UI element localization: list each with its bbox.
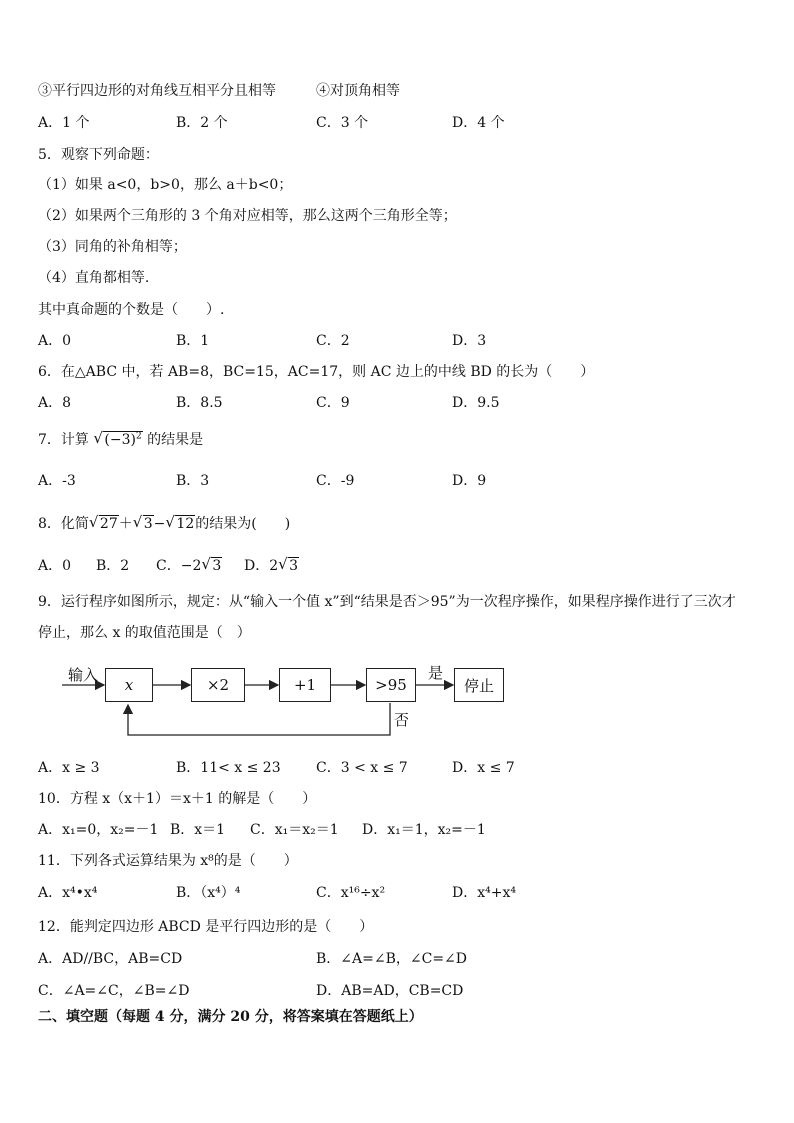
statement-4: ④对顶角相等: [316, 83, 400, 99]
q5-proposition-3: （3）同角的补角相等；: [38, 239, 187, 255]
flow-input-label: 输入: [68, 666, 99, 684]
q4-option-c: C．3 个: [316, 115, 369, 131]
q5-option-b: B．1: [176, 333, 210, 349]
q11-option-a: A．x⁴•x⁴: [38, 885, 98, 901]
statement-3: ③平行四边形的对角线互相平分且相等: [38, 83, 276, 99]
q6-stem: 6．在△ABC 中，若 AB=8，BC=15，AC=17，则 AC 边上的中线 BD 的长为（ ）: [38, 364, 595, 380]
q6-option-c: C．9: [316, 395, 350, 411]
q8-suffix: 的结果为( ): [195, 516, 291, 532]
q9-option-d: D．x ≤ 7: [452, 760, 515, 776]
q6-option-d: D．9.5: [452, 395, 500, 411]
q5-stem: 5．观察下列命题：: [38, 147, 159, 163]
q12-option-d: D．AB=AD，CB=CD: [316, 983, 464, 999]
q6-option-b: B．8.5: [176, 395, 223, 411]
flow-box-gt95: >95: [366, 668, 416, 702]
flow-box-stop: 停止: [454, 668, 504, 702]
q4-option-a: A．1 个: [38, 115, 90, 131]
q12-option-a: A．AD//BC，AB=CD: [38, 951, 183, 967]
q7-option-a: A．-3: [38, 473, 76, 489]
q8-minus: −: [153, 516, 166, 532]
q4-option-b: B．2 个: [176, 115, 228, 131]
q8-sqrt-1: √ 27: [89, 515, 119, 533]
q7-option-c: C．-9: [316, 473, 355, 489]
q10-stem: 10．方程 x（x＋1）＝x＋1 的解是（ ）: [38, 791, 317, 807]
q5-question: 其中真命题的个数是（ ）.: [38, 302, 225, 318]
q5-proposition-2: （2）如果两个三角形的 3 个角对应相等，那么这两个三角形全等；: [38, 208, 457, 224]
section-2-heading: 二、填空题（每题 4 分，满分 20 分，将答案填在答题纸上）: [38, 1009, 423, 1025]
q10-option-a: A．x₁=0，x₂=－1: [38, 822, 159, 838]
q10-option-d: D．x₁＝1，x₂=－1: [362, 822, 486, 838]
q12-stem: 12．能判定四边形 ABCD 是平行四边形的是（ ）: [38, 919, 374, 935]
q7-radicand: (−3): [104, 432, 136, 448]
flow-no-label: 否: [394, 711, 410, 729]
q8-option-a: A．0: [38, 558, 72, 574]
q7-option-d: D．9: [452, 473, 487, 489]
q5-option-d: D．3: [452, 333, 487, 349]
q12-option-b: B．∠A=∠B，∠C=∠D: [316, 951, 468, 967]
q8-sqrt-3: √ 12: [165, 515, 195, 533]
q5-proposition-4: （4）直角都相等.: [38, 270, 150, 286]
q9-stem-line-1: 9．运行程序如图所示，规定：从“输入一个值 x”到“结果是否＞95”为一次程序操作，如果程序操作进行了三次才: [38, 594, 736, 610]
q8-plus: ＋: [118, 516, 133, 532]
q7-prefix: 7．计算: [38, 432, 89, 448]
q9-option-b: B．11< x ≤ 23: [176, 760, 281, 776]
q5-proposition-1: （1）如果 a<0，b>0，那么 a＋b<0；: [38, 177, 293, 193]
arrow-no-loop: [128, 703, 390, 735]
flow-box-plus1: +1: [279, 668, 331, 702]
q5-option-c: C．2: [316, 333, 350, 349]
q11-stem: 11．下列各式运算结果为 x⁸的是（ ）: [38, 853, 298, 869]
flow-box-x: x: [105, 668, 153, 702]
q11-option-d: D．x⁴+x⁴: [452, 885, 516, 901]
q8-option-b: B．2: [96, 558, 130, 574]
q11-option-c: C．x¹⁶÷x²: [316, 885, 386, 901]
q6-option-a: A．8: [38, 395, 72, 411]
q11-option-b: B．（x⁴）⁴: [176, 885, 241, 901]
q5-option-a: A．0: [38, 333, 72, 349]
q7-option-b: B．3: [176, 473, 210, 489]
q9-option-c: C．3 < x ≤ 7: [316, 760, 408, 776]
q4-option-d: D．4 个: [452, 115, 505, 131]
flow-box-times2: ×2: [191, 668, 245, 702]
q12-option-c: C．∠A=∠C，∠B=∠D: [38, 983, 190, 999]
q8-sqrt-2: √ 3: [133, 515, 154, 533]
flow-yes-label: 是: [428, 664, 444, 682]
q7-suffix: 的结果是: [147, 432, 204, 448]
q10-option-c: C．x₁＝x₂＝1: [250, 822, 339, 838]
q9-stem-line-2: 停止，那么 x 的取值范围是（ ）: [38, 625, 251, 641]
q7-exponent: 2: [135, 431, 142, 442]
q9-option-a: A．x ≥ 3: [38, 760, 100, 776]
q10-option-b: B．x＝1: [170, 822, 226, 838]
q8-option-c: C．−2√ 3: [156, 557, 222, 575]
q8-prefix: 8．化简: [38, 516, 89, 532]
q8-option-d: D．2√ 3: [244, 557, 299, 575]
